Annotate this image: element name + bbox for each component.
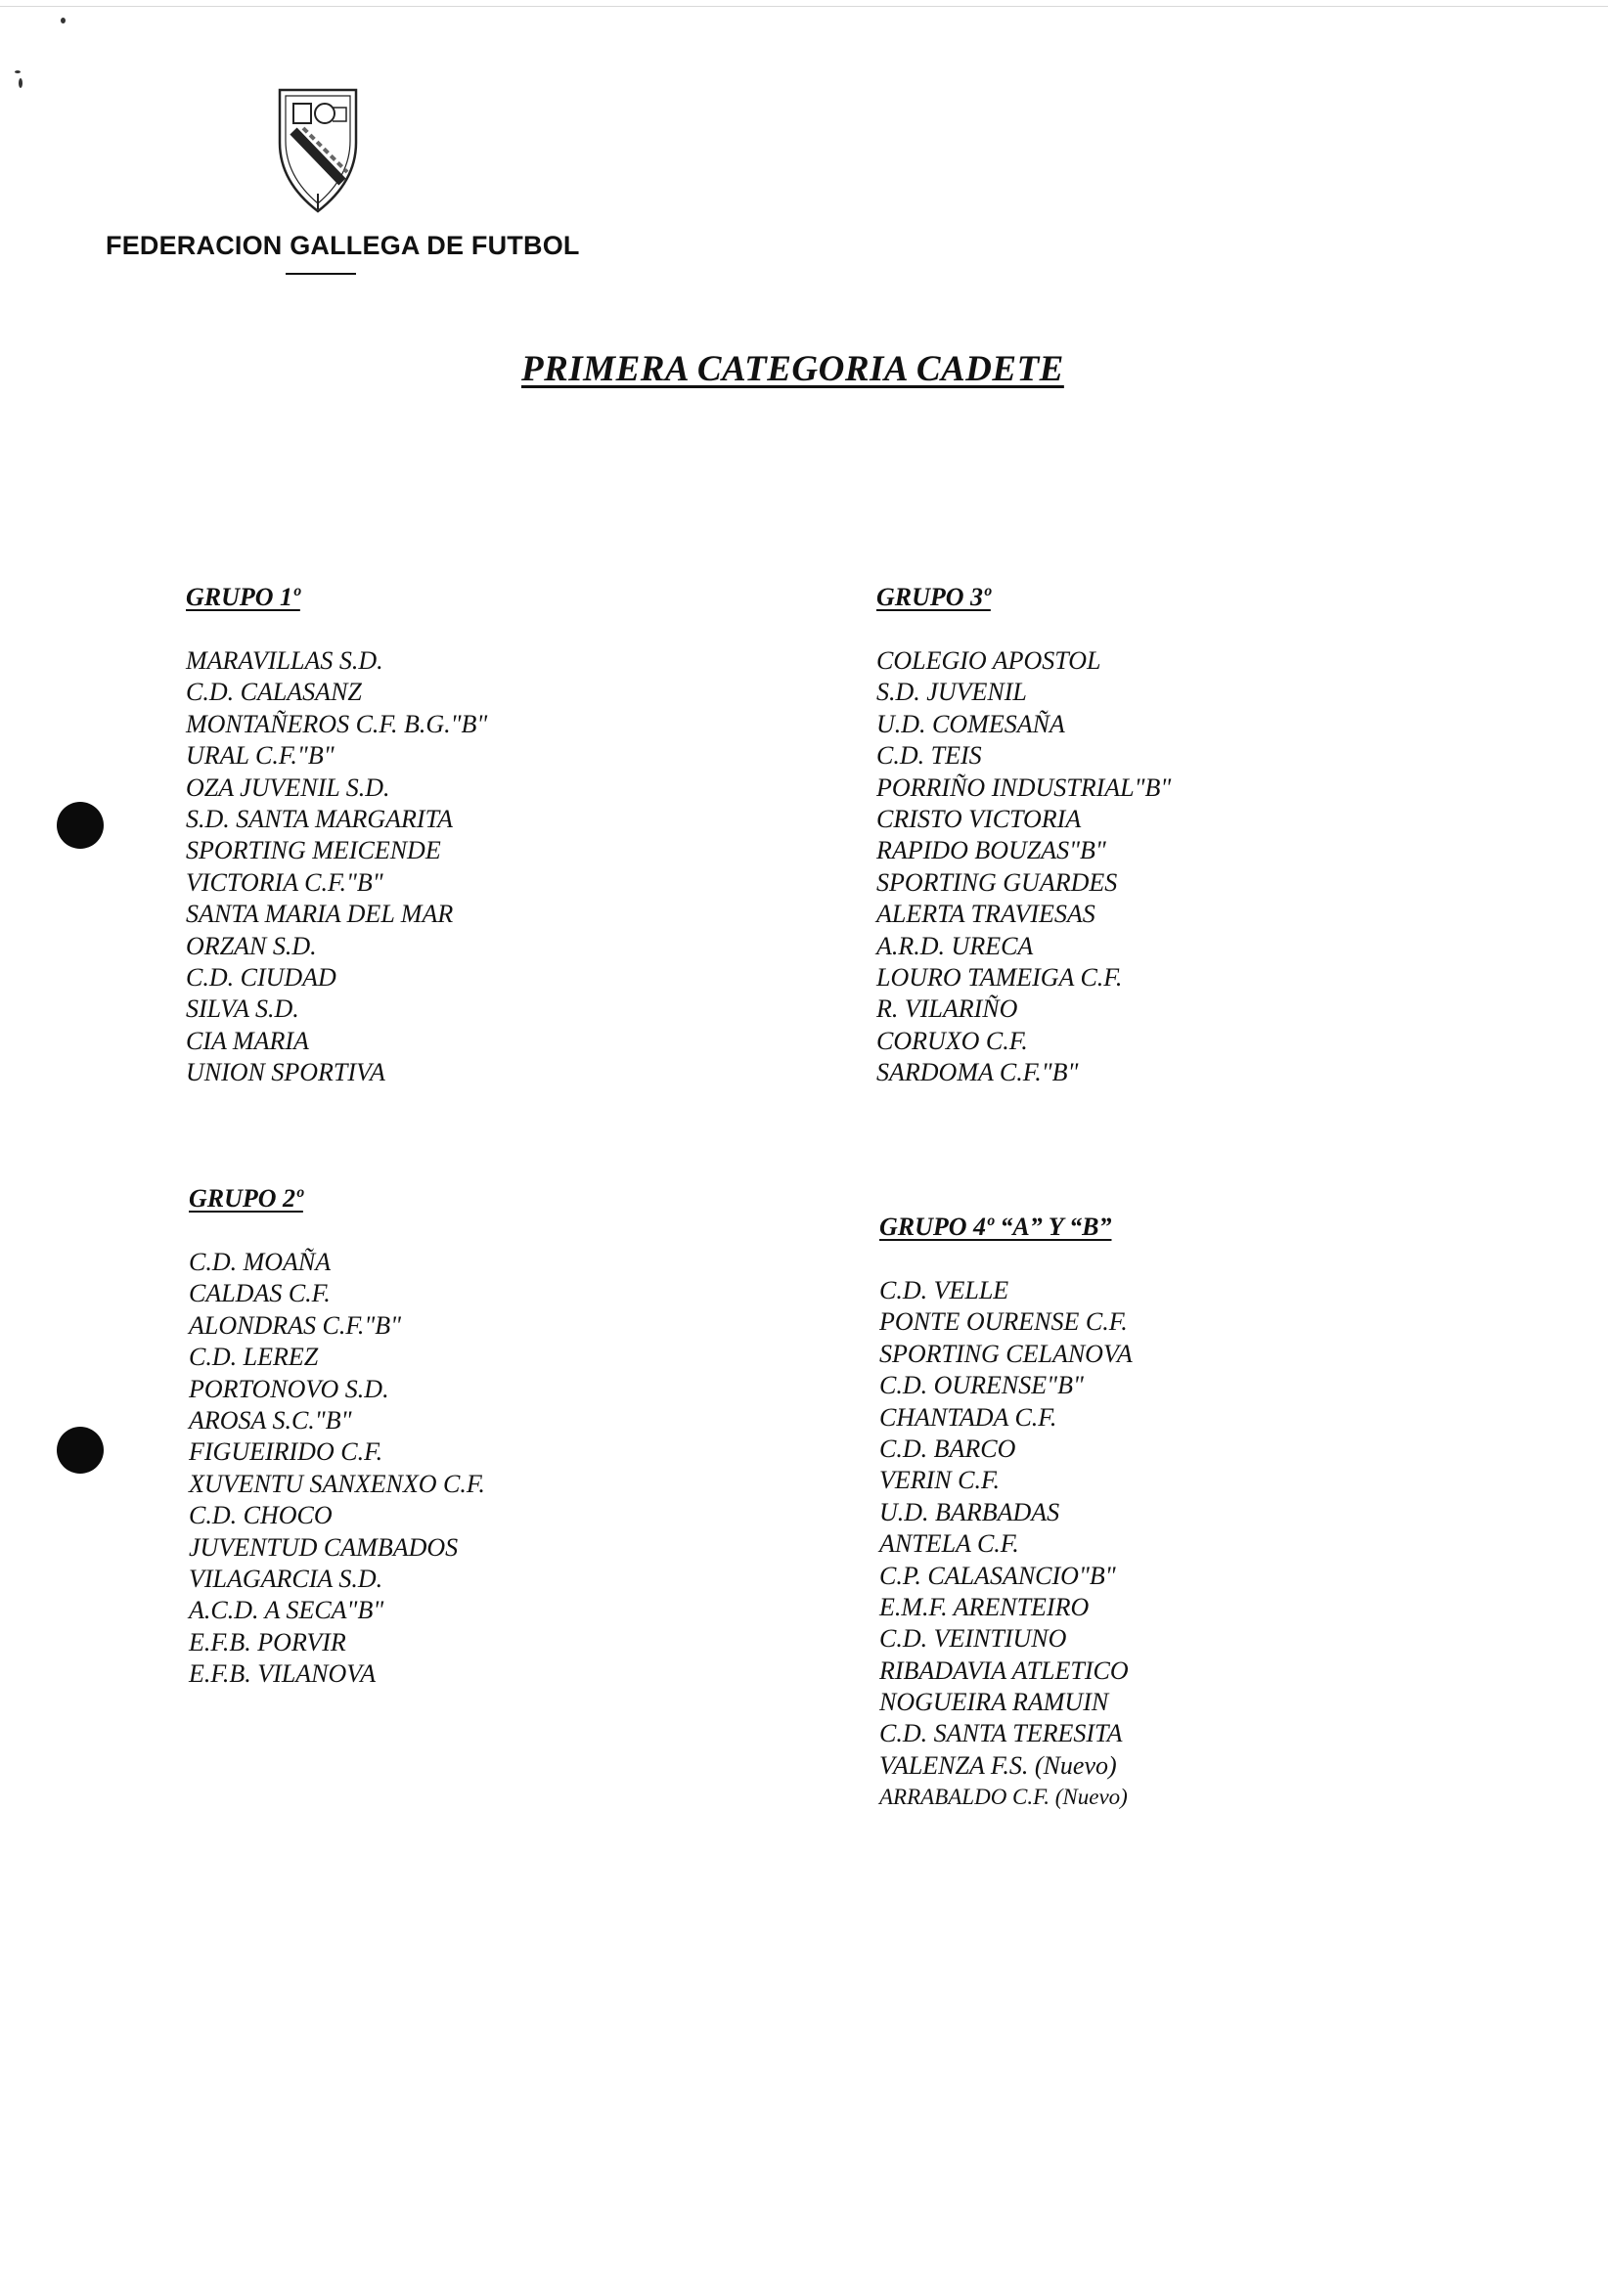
team-item: ANTELA C.F. [879, 1529, 1019, 1559]
team-item: LOURO TAMEIGA C.F. [876, 962, 1123, 992]
team-item: E.M.F. ARENTEIRO [879, 1592, 1090, 1621]
team-item: SPORTING MEICENDE [186, 836, 441, 865]
team-item: C.D. CHOCO [189, 1501, 333, 1530]
team-item: SPORTING GUARDES [876, 867, 1118, 897]
team-item: CRISTO VICTORIA [876, 804, 1082, 833]
team-item: CHANTADA C.F. [879, 1402, 1057, 1432]
team-item: URAL C.F."B" [186, 741, 335, 771]
team-item: A.R.D. URECA [876, 931, 1034, 960]
scan-speck [15, 70, 21, 73]
team-item: CORUXO C.F. [876, 1026, 1028, 1055]
team-item: SPORTING CELANOVA [879, 1339, 1133, 1368]
team-item: E.F.B. PORVIR [189, 1627, 346, 1656]
team-item: RAPIDO BOUZAS"B" [876, 836, 1106, 865]
scan-speck [19, 78, 22, 88]
team-list [876, 645, 1171, 1088]
team-item: ALONDRAS C.F."B" [189, 1310, 402, 1340]
organization-underline [286, 273, 356, 275]
team-item: U.D. BARBADAS [879, 1497, 1060, 1526]
team-item: RIBADAVIA ATLETICO [879, 1656, 1129, 1685]
group-4 [879, 1213, 1133, 1814]
team-item: MARAVILLAS S.D. [186, 646, 383, 675]
team-item: S.D. JUVENIL [876, 678, 1027, 707]
group-heading: GRUPO 4º “A” Y “B” [879, 1213, 1112, 1241]
team-item: C.D. TEIS [876, 741, 982, 771]
team-item: CIA MARIA [186, 1026, 309, 1055]
team-item: VICTORIA C.F."B" [186, 867, 383, 897]
page-title: PRIMERA CATEGORIA CADETE [521, 349, 1064, 389]
team-item: A.C.D. A SECA"B" [189, 1596, 384, 1625]
team-item: AROSA S.C."B" [189, 1405, 352, 1435]
group-3 [876, 583, 1171, 1088]
team-item: C.D. LEREZ [189, 1343, 319, 1372]
group-heading: GRUPO 1º [186, 583, 300, 611]
team-list [189, 1247, 485, 1690]
team-item: NOGUEIRA RAMUIN [879, 1688, 1109, 1717]
team-item: VILAGARCIA S.D. [189, 1564, 383, 1593]
team-item: MONTAÑEROS C.F. B.G."B" [186, 709, 488, 738]
team-item: OZA JUVENIL S.D. [186, 773, 390, 802]
team-item: S.D. SANTA MARGARITA [186, 804, 453, 833]
team-item: SILVA S.D. [186, 994, 299, 1024]
team-item: E.F.B. VILANOVA [189, 1659, 377, 1689]
team-item: SANTA MARIA DEL MAR [186, 900, 454, 929]
team-item: FIGUEIRIDO C.F. [189, 1437, 383, 1467]
team-item: C.D. SANTA TERESITA [879, 1719, 1123, 1748]
team-item: ALERTA TRAVIESAS [876, 900, 1095, 929]
team-item: C.D. CALASANZ [186, 678, 362, 707]
punch-hole [57, 1427, 104, 1474]
punch-hole [57, 802, 104, 849]
team-item: C.P. CALASANCIO"B" [879, 1561, 1116, 1590]
team-item: UNION SPORTIVA [186, 1058, 385, 1087]
group-2 [189, 1184, 485, 1690]
team-item: VERIN C.F. [879, 1466, 1001, 1495]
team-item: JUVENTUD CAMBADOS [189, 1532, 459, 1562]
team-item: ORZAN S.D. [186, 931, 317, 960]
team-list [186, 645, 487, 1088]
team-item: XUVENTU SANXENXO C.F. [189, 1469, 485, 1498]
team-item: PORRIÑO INDUSTRIAL"B" [876, 773, 1172, 802]
team-item: SARDOMA C.F."B" [876, 1058, 1079, 1087]
team-item: VALENZA F.S. (Nuevo) [879, 1750, 1117, 1780]
team-item: C.D. VELLE [879, 1276, 1009, 1304]
team-item: C.D. BARCO [879, 1434, 1016, 1463]
team-item: C.D. OURENSE"B" [879, 1371, 1084, 1400]
federation-crest-icon [274, 84, 362, 216]
team-item: R. VILARIÑO [876, 994, 1018, 1024]
team-item: PONTE OURENSE C.F. [879, 1307, 1128, 1337]
team-item: C.D. MOAÑA [189, 1248, 332, 1276]
team-item: CALDAS C.F. [189, 1279, 331, 1308]
team-item: C.D. CIUDAD [186, 962, 336, 992]
group-heading: GRUPO 2º [189, 1184, 303, 1213]
team-list [879, 1275, 1133, 1814]
group-heading: GRUPO 3º [876, 583, 991, 611]
team-item: PORTONOVO S.D. [189, 1374, 389, 1403]
group-1 [186, 583, 487, 1088]
team-item: C.D. VEINTIUNO [879, 1624, 1067, 1654]
scan-speck [61, 18, 66, 23]
organization-name: FEDERACION GALLEGA DE FUTBOL [106, 231, 580, 260]
team-item: ARRABALDO C.F. (Nuevo) [879, 1785, 1128, 1810]
team-item: COLEGIO APOSTOL [876, 646, 1101, 675]
page-top-edge [0, 6, 1608, 7]
team-item: U.D. COMESAÑA [876, 709, 1065, 738]
